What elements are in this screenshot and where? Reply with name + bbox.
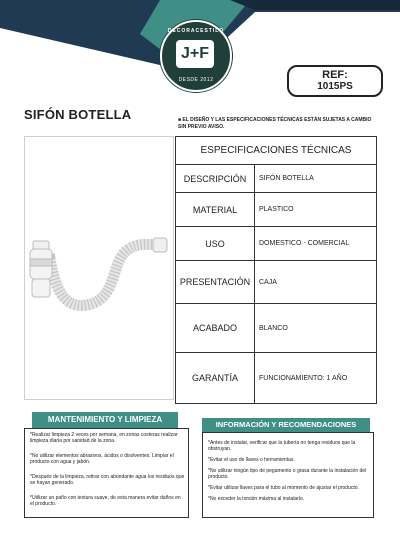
list-item: *Realizar limpieza 2 veces por semana, en zonas costeras realizar limpieza diaria por sanidad de la zona. [30, 432, 178, 444]
product-title: SIFÓN BOTELLA [24, 107, 132, 122]
spec-value: FUNCIONAMIENTO: 1 AÑO [259, 374, 348, 382]
spec-value: CAJA [259, 278, 277, 286]
info-box [202, 432, 374, 518]
list-item: *Antes de instalar, verificar que la tubería no tenga residuos que la obstruyan. [208, 440, 356, 452]
list-item: *Evitar utilizar llaves para el tubo al momento de ajustar el producto. [208, 485, 359, 491]
maintenance-box [24, 428, 189, 518]
reference-code: 1015PS [317, 81, 353, 92]
list-item: *Después de la limpieza, retirar con abundante agua los residuos que se hayan generado. [30, 474, 185, 486]
spec-label: ACABADO [176, 304, 255, 352]
spec-value: BLANCO [259, 324, 288, 332]
brand-logo [160, 20, 232, 92]
spec-row [176, 227, 376, 261]
specifications-table [175, 136, 377, 404]
info-heading: INFORMACIÓN Y RECOMENDACIONES [202, 418, 370, 432]
product-photo [24, 136, 174, 400]
brand-name: DECORACESTILO [167, 28, 225, 34]
dark-banner-strip [230, 0, 400, 10]
spec-label: DESCRIPCIÓN [176, 165, 255, 192]
spec-label: PRESENTACIÓN [176, 261, 255, 303]
siphon-illustration [25, 137, 173, 399]
list-item: *No utilizar elementos abrasivos, ácidos o disolventes. Limpiar el producto con agua y jabón. [30, 453, 174, 465]
spec-row [176, 193, 376, 227]
reference-label: REF: [322, 69, 348, 81]
specifications-heading: ESPECIFICACIONES TÉCNICAS [176, 137, 376, 165]
spec-row [176, 261, 376, 304]
list-item: *Evitar el uso de llaves o herramientas. [208, 457, 295, 463]
list-item: *Utilizar un paño con textura suave, de esta manera evitar daños en el producto. [30, 495, 181, 507]
spec-label: GARANTÍA [176, 353, 255, 403]
spec-row [176, 353, 376, 403]
spec-value: SIFÓN BOTELLA [259, 175, 314, 182]
brand-monogram: J+F [176, 40, 214, 68]
bullet-icon: ■ [178, 117, 183, 123]
spec-value: PLASTICO [259, 206, 294, 213]
list-item: *No exceder la torsión máxima al instalarlo. [208, 496, 305, 502]
maintenance-heading: MANTENIMIENTO Y LIMPIEZA [32, 412, 178, 428]
spec-value: DOMESTICO - COMERCIAL [259, 240, 350, 247]
spec-row [176, 165, 376, 193]
spec-label: USO [176, 227, 255, 260]
spec-label: MATERIAL [176, 193, 255, 226]
reference-badge [287, 65, 383, 97]
brand-since: DESDE 2012 [178, 77, 214, 83]
disclaimer-text: EL DISEÑO Y LAS ESPECIFICACIONES TÉCNICAS ESTÁN SUJETAS A CAMBIO SIN PREVIO AVISO. [178, 117, 372, 130]
disclaimer-note [178, 117, 378, 131]
spec-row [176, 304, 376, 353]
list-item: *No utilizar ningún tipo de pegamento o grasa durante la instalación del producto. [208, 468, 367, 480]
